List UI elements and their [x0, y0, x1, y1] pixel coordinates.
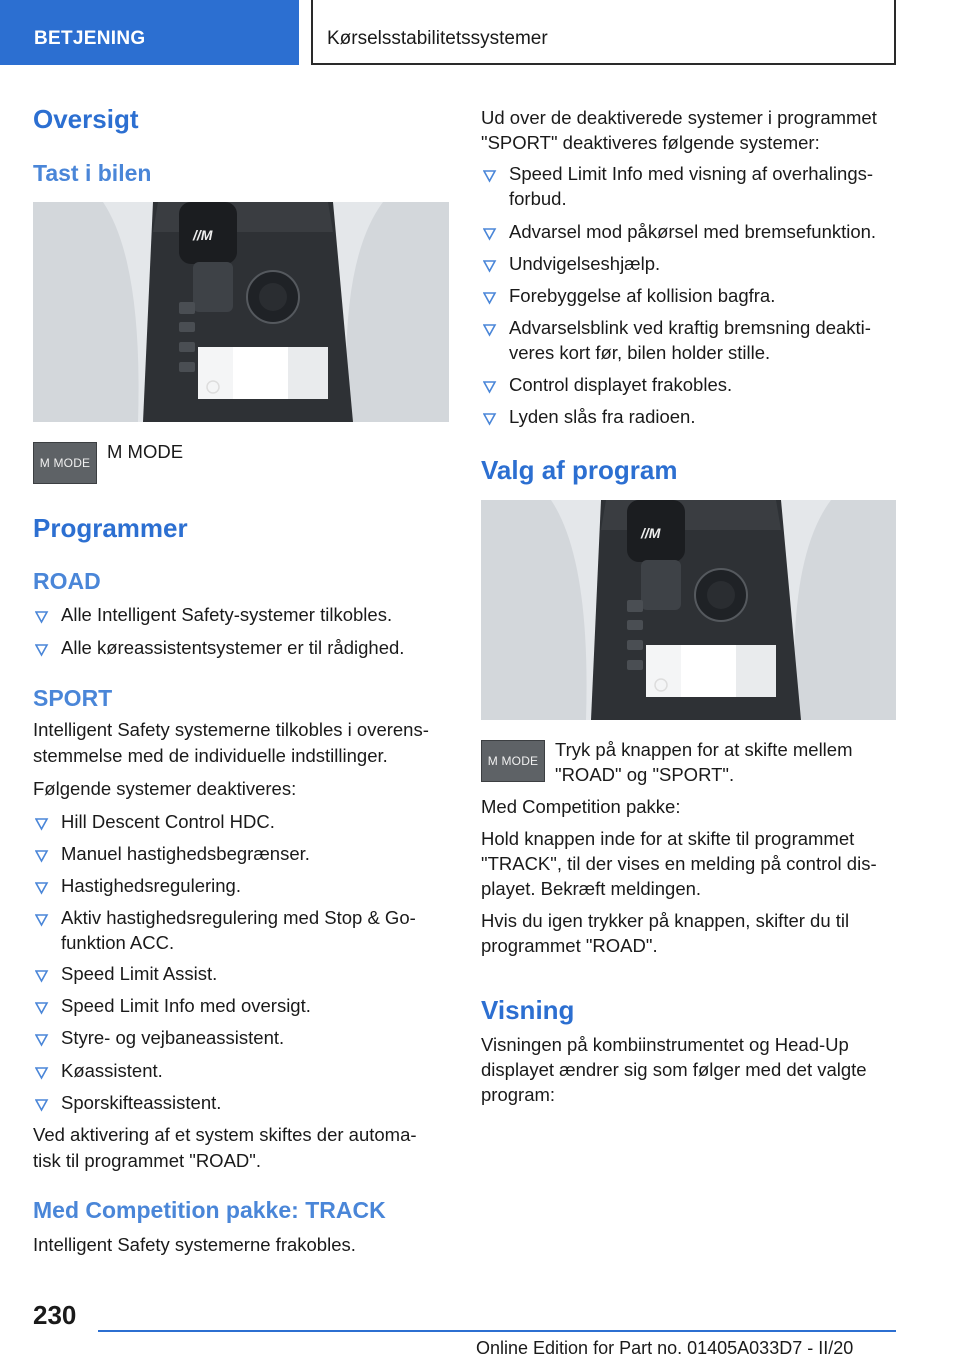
bullet-triangle-icon [483, 169, 497, 183]
list-item-text: Hill Descent Control HDC. [61, 811, 275, 832]
header-chapter: Kørselsstabilitetssystemer [311, 0, 896, 65]
list-item-text: Hastighedsregulering. [61, 875, 241, 896]
list-item-text: Speed Limit Info med oversigt. [61, 995, 311, 1016]
bullet-triangle-icon [35, 610, 49, 624]
footer-divider [98, 1330, 896, 1332]
heading-track: Med Competition pakke: TRACK [33, 1197, 386, 1223]
list-item [33, 809, 449, 834]
intro-line: "SPORT" deaktiveres følgende systemer: [481, 132, 820, 153]
list-item-text: Styre- og vejbaneassistent. [61, 1027, 285, 1048]
list-item [33, 602, 449, 627]
list-item-text-continued: veres kort før, bilen holder stille. [509, 342, 771, 363]
list-item-text: Advarselsblink ved kraftig bremsning deakti- [509, 317, 871, 338]
bullet-triangle-icon [483, 227, 497, 241]
center-console-photo-2 [481, 500, 896, 720]
bullet-triangle-icon [35, 913, 49, 927]
list-item-text: Køassistent. [61, 1060, 163, 1081]
list-item [33, 905, 449, 955]
visning-line: displayet ændrer sig som følger med det valgte [481, 1059, 867, 1080]
list-item [33, 873, 449, 898]
list-item-text: Manuel hastighedsbegrænser. [61, 843, 310, 864]
bullet-triangle-icon [35, 849, 49, 863]
list-item-text: Forebyggelse af kollision bagfra. [509, 285, 776, 306]
bullet-triangle-icon [35, 1098, 49, 1112]
hold-line: Hold knappen inde for at skifte til programmet [481, 828, 855, 849]
list-item [33, 1058, 449, 1083]
competition-label: Med Competition pakke: [481, 796, 681, 817]
list-item [33, 1025, 449, 1050]
bullet-triangle-icon [483, 259, 497, 273]
m-mode-button-icon: M MODE [481, 740, 545, 782]
bullet-triangle-icon [483, 291, 497, 305]
list-item [481, 404, 897, 429]
sport-auto-switch-line: tisk til programmet "ROAD". [33, 1150, 261, 1171]
sport-paragraph-line: Intelligent Safety systemerne tilkobles i overens- [33, 719, 429, 740]
list-item-text: Speed Limit Info med visning af overhalings- [509, 163, 874, 184]
heading-visning: Visning [481, 995, 575, 1025]
tryk-line: "ROAD" og "SPORT". [555, 764, 735, 785]
list-item [481, 283, 897, 308]
list-item [33, 993, 449, 1018]
list-item-text: Alle Intelligent Safety-systemer tilkobles. [61, 604, 393, 625]
heading-road: ROAD [33, 568, 101, 594]
heading-programmer: Programmer [33, 513, 188, 543]
sport-auto-switch-line: Ved aktivering af et system skiftes der automa- [33, 1124, 417, 1145]
bullet-triangle-icon [35, 817, 49, 831]
bullet-triangle-icon [35, 969, 49, 983]
list-item [481, 161, 897, 211]
list-item-text: Aktiv hastighedsregulering med Stop & Go- [61, 907, 416, 928]
heading-oversigt: Oversigt [33, 104, 139, 134]
list-item-text: Lyden slås fra radioen. [509, 406, 696, 427]
list-item [33, 841, 449, 866]
m-mode-button-icon: M MODE [33, 442, 97, 484]
list-item-text-continued: forbud. [509, 188, 567, 209]
hvis-line: programmet "ROAD". [481, 935, 658, 956]
list-item [481, 315, 897, 365]
list-item-text: Advarsel mod påkørsel med bremsefunktion. [509, 221, 877, 242]
heading-tast-i-bilen: Tast i bilen [33, 160, 152, 186]
hold-line: "TRACK", til der vises en melding på control dis- [481, 853, 877, 874]
list-item [33, 635, 449, 660]
center-console-photo [33, 202, 449, 422]
bullet-triangle-icon [35, 1001, 49, 1015]
list-item-text: Control displayet frakobles. [509, 374, 733, 395]
bullet-triangle-icon [483, 380, 497, 394]
list-item [481, 251, 897, 276]
list-item-text: Sporskifteassistent. [61, 1092, 222, 1113]
center-console-illustration [33, 202, 449, 422]
hold-line: playet. Bekræft meldingen. [481, 878, 702, 899]
footer-edition: Online Edition for Part no. 01405A033D7 - II/20 [476, 1338, 854, 1358]
sport-paragraph-deactivated: Følgende systemer deaktiveres: [33, 778, 297, 799]
list-item [33, 1090, 449, 1115]
center-console-illustration [481, 500, 896, 720]
bullet-triangle-icon [483, 412, 497, 426]
track-paragraph: Intelligent Safety systemerne frakobles. [33, 1234, 356, 1255]
sport-paragraph-line: stemmelse med de individuelle indstillinger. [33, 745, 388, 766]
list-item-text: Speed Limit Assist. [61, 963, 218, 984]
intro-line: Ud over de deaktiverede systemer i programmet [481, 107, 877, 128]
list-item-text: Undvigelseshjælp. [509, 253, 661, 274]
bullet-triangle-icon [35, 643, 49, 657]
svg-text://M: //M [193, 227, 213, 243]
m-mode-label: M MODE [107, 441, 184, 462]
list-item [33, 961, 449, 986]
page-number: 230 [33, 1300, 77, 1330]
tryk-line: Tryk på knappen for at skifte mellem [555, 739, 853, 760]
svg-text://M: //M [641, 525, 661, 541]
list-item-text: Alle køreassistentsystemer er til rådighed. [61, 637, 405, 658]
heading-valg-af-program: Valg af program [481, 455, 678, 485]
heading-sport: SPORT [33, 685, 113, 711]
visning-line: program: [481, 1084, 556, 1105]
bullet-triangle-icon [35, 1066, 49, 1080]
bullet-triangle-icon [483, 323, 497, 337]
hvis-line: Hvis du igen trykker på knappen, skifter du til [481, 910, 850, 931]
bullet-triangle-icon [35, 1033, 49, 1047]
visning-line: Visningen på kombiinstrumentet og Head-Up [481, 1034, 849, 1055]
bullet-triangle-icon [35, 881, 49, 895]
list-item [481, 219, 897, 244]
header-section: BETJENING [0, 0, 299, 65]
list-item-text-continued: funktion ACC. [61, 932, 175, 953]
list-item [481, 372, 897, 397]
